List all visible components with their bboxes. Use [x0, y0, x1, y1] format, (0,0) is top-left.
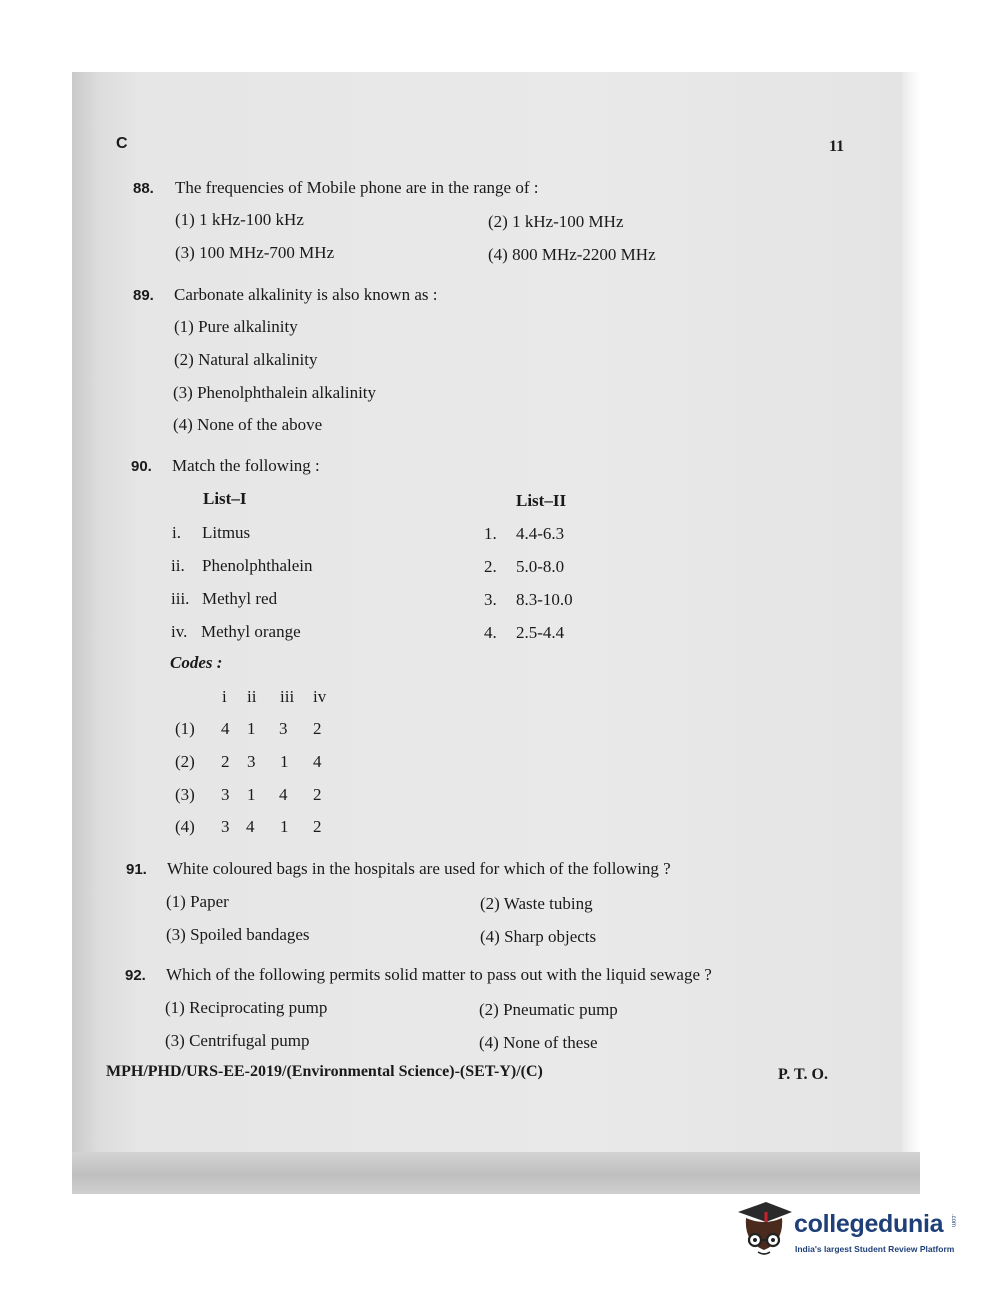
collegedunia-logo: [736, 1198, 961, 1268]
option-2: (2) Natural alkalinity: [174, 350, 318, 369]
list-2-item: 5.0-8.0: [516, 557, 565, 576]
codes-header: iii: [280, 687, 295, 706]
question-text: White coloured bags in the hospitals are used for which of the following ?: [167, 859, 671, 878]
codes-value: 1: [247, 785, 256, 804]
option-3: (3) Spoiled bandages: [166, 925, 310, 944]
list-1-item: Methyl orange: [201, 622, 301, 641]
list-2-label: 4.: [484, 623, 497, 642]
codes-value: 4: [221, 719, 230, 738]
codes-label: Codes :: [170, 653, 223, 672]
question-number: 88.: [133, 180, 154, 197]
question-text: Match the following :: [172, 456, 320, 475]
pto-label: P. T. O.: [778, 1066, 828, 1083]
option-4: (4) 800 MHz-2200 MHz: [488, 245, 656, 264]
mascot-icon: [736, 1198, 794, 1268]
list-1-item: Phenolphthalein: [202, 556, 313, 575]
option-3: (3) 100 MHz-700 MHz: [175, 243, 335, 262]
codes-value: 3: [221, 785, 230, 804]
codes-value: 2: [313, 719, 322, 738]
scan-bottom-band: [72, 1152, 920, 1194]
question-text: Carbonate alkalinity is also known as :: [174, 285, 438, 304]
option-4: (4) None of the above: [173, 415, 323, 434]
codes-value: 4: [313, 752, 322, 771]
codes-option: (3): [175, 785, 195, 804]
brand-name: collegedunia: [794, 1210, 944, 1238]
option-2: (2) 1 kHz-100 MHz: [488, 212, 624, 231]
option-3: (3) Phenolphthalein alkalinity: [173, 383, 377, 402]
codes-option: (1): [175, 719, 195, 738]
question-number: 91.: [126, 861, 147, 878]
codes-value: 2: [313, 817, 322, 836]
option-1: (1) Reciprocating pump: [165, 998, 328, 1017]
codes-option: (4): [175, 817, 195, 836]
question-text: Which of the following permits solid matter to pass out with the liquid sewage ?: [166, 965, 712, 984]
codes-value: 3: [279, 719, 288, 738]
list-2-item: 8.3-10.0: [516, 590, 573, 609]
option-2: (2) Waste tubing: [480, 894, 593, 913]
list-2-item: 4.4-6.3: [516, 524, 565, 543]
option-2: (2) Pneumatic pump: [479, 1000, 618, 1019]
codes-header: ii: [247, 687, 257, 706]
option-1: (1) Paper: [166, 892, 229, 911]
codes-value: 4: [246, 817, 255, 836]
option-3: (3) Centrifugal pump: [165, 1031, 310, 1050]
paper-code: MPH/PHD/URS-EE-2019/(Environmental Science)-(SET-Y)/(C): [106, 1063, 543, 1080]
codes-value: 1: [247, 719, 256, 738]
option-1: (1) Pure alkalinity: [174, 317, 298, 336]
option-4: (4) None of these: [479, 1033, 598, 1052]
list-1-label: iv.: [171, 622, 188, 641]
codes-value: 4: [279, 785, 288, 804]
list-1-item: Litmus: [202, 523, 251, 542]
list-1-item: Methyl red: [202, 589, 278, 608]
list-2-header: List–II: [516, 491, 567, 510]
list-1-header: List–I: [203, 489, 247, 508]
codes-header: i: [222, 687, 227, 706]
set-letter: C: [116, 135, 128, 152]
codes-value: 2: [313, 785, 322, 804]
question-number: 92.: [125, 967, 146, 984]
codes-value: 1: [280, 752, 289, 771]
brand-suffix: .com: [950, 1214, 956, 1228]
question-number: 89.: [133, 287, 154, 304]
question-number: 90.: [131, 458, 152, 475]
codes-value: 2: [221, 752, 230, 771]
codes-option: (2): [175, 752, 195, 771]
option-4: (4) Sharp objects: [480, 927, 597, 946]
brand-tagline: India's largest Student Review Platform: [795, 1244, 955, 1254]
codes-value: 3: [247, 752, 256, 771]
list-1-label: i.: [172, 523, 181, 542]
codes-value: 3: [221, 817, 230, 836]
list-2-label: 3.: [484, 590, 497, 609]
list-1-label: ii.: [171, 556, 185, 575]
list-2-item: 2.5-4.4: [516, 623, 565, 642]
page-number: 11: [829, 138, 845, 155]
question-text: The frequencies of Mobile phone are in the range of :: [175, 178, 539, 197]
codes-value: 1: [280, 817, 289, 836]
option-1: (1) 1 kHz-100 kHz: [175, 210, 304, 229]
list-2-label: 1.: [484, 524, 497, 543]
codes-header: iv: [313, 687, 327, 706]
page-edge-shadow: [902, 72, 920, 1194]
list-1-label: iii.: [171, 589, 190, 608]
list-2-label: 2.: [484, 557, 497, 576]
